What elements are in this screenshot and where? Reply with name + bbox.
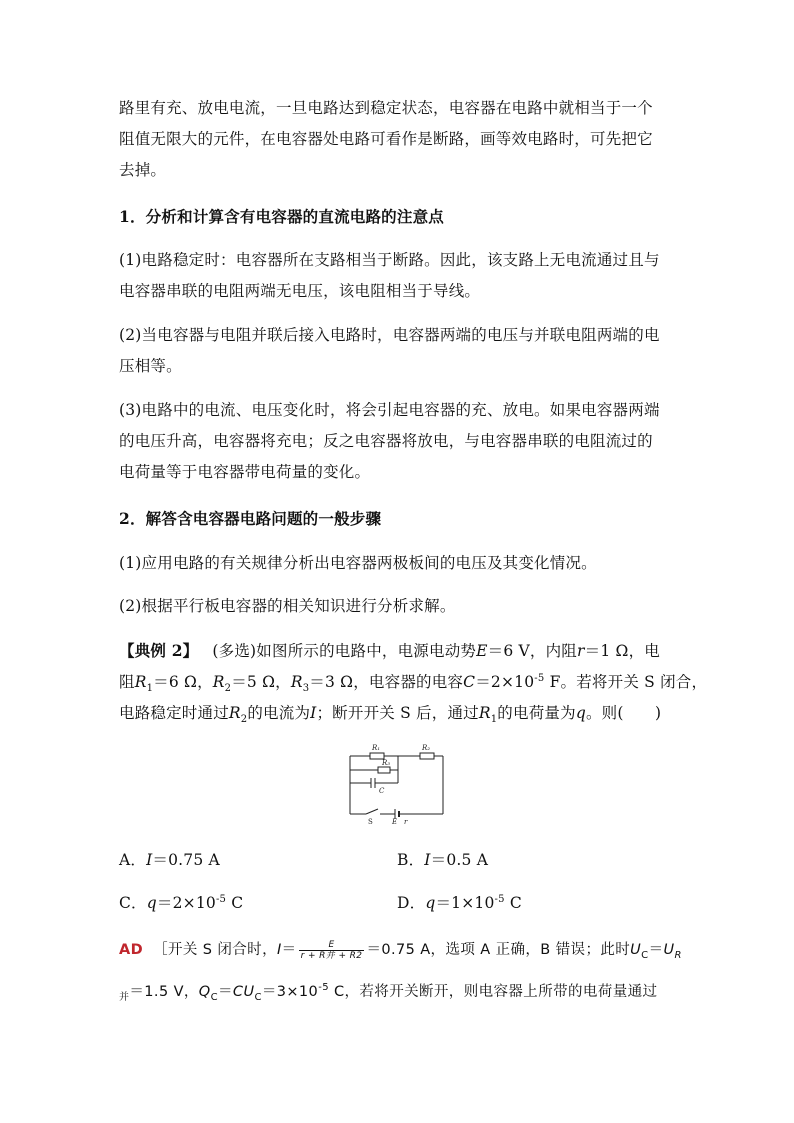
paragraph-line: 电荷量等于电容器带电荷量的变化。: [119, 463, 371, 481]
example-type: (多选): [212, 642, 257, 660]
example-line-1: 【典例 2】 (多选)如图所示的电路中，电源电动势E＝6 V，内阻r＝1 Ω，电: [119, 641, 660, 660]
label-r: r: [404, 818, 408, 825]
paragraph-line: (2)当电容器与电阻并联后接入电路时，电容器两端的电压与并联电阻两端的电: [119, 326, 660, 344]
switch: [366, 809, 378, 814]
paragraph-line: 去掉。: [119, 161, 167, 179]
label-r3: R₃: [382, 759, 391, 767]
paragraph-line: (1)电路稳定时：电容器所在支路相当于断路。因此，该支路上无电流通过且与: [119, 251, 660, 269]
example-line-3: 电路稳定时通过$R_2$的电流为I；断开开关 S 后，通过$R_1$的电荷量为q。则( ): [119, 704, 662, 726]
example-tag: 【典例 2】: [119, 641, 199, 660]
label-r1: R₁: [372, 744, 381, 752]
answer-label: AD: [119, 942, 144, 958]
label-r2: R₂: [422, 744, 431, 752]
solution-line-2: $_并$＝1.5 V，$Q_C=CU_C=3\times 10^{-5}$ C，若将开关断开，则电容器上所带的电荷量通过: [119, 982, 658, 1003]
option-a[interactable]: A．I＝0.75 A: [119, 851, 220, 869]
resistor-r3: [378, 767, 390, 773]
paragraph-line: 路里有充、放电电流，一旦电路达到稳定状态，电容器在电路中就相当于一个: [119, 99, 653, 117]
label-e: E: [392, 818, 398, 825]
circuit-diagram: [340, 740, 450, 825]
paragraph-line: 阻值无限大的元件，在电容器处电路可看作是断路，画等效电路时，可先把它: [119, 130, 653, 148]
label-c: C: [379, 787, 385, 795]
paragraph-line: 压相等。: [119, 357, 182, 375]
paragraph-line: (1)应用电路的有关规律分析出电容器两极板间的电压及其变化情况。: [119, 554, 597, 572]
paragraph-line: (2)根据平行板电容器的相关知识进行分析求解。: [119, 597, 456, 615]
paragraph-line: (3)电路中的电流、电压变化时，将会引起电容器的充、放电。如果电容器两端: [119, 401, 660, 419]
resistor-r2: [420, 753, 434, 759]
option-d[interactable]: D．$q=1\times 10^{-5}$ C: [397, 893, 522, 912]
option-c[interactable]: C．$q=2\times 10^{-5}$ C: [119, 893, 244, 912]
label-s: S: [368, 818, 373, 825]
formula-fraction: $\frac{E}{\text{r + R并 + R2}}$: [300, 939, 363, 961]
example-line-2: 阻$R_1=6$ Ω，$R_2=5$ Ω，$R_3=3$ Ω，电容器的电容$C=2\times 10^{-5}$ F。若将开关 S 闭合，: [119, 672, 708, 695]
paragraph-line: 电容器串联的电阻两端无电压，该电阻相当于导线。: [119, 282, 481, 300]
paragraph-line: 的电压升高，电容器将充电；反之电容器将放电，与电容器串联的电阻流过的: [119, 432, 653, 450]
section-heading: 1．分析和计算含有电容器的直流电路的注意点: [119, 207, 444, 226]
section-heading: 2．解答含电容器电路问题的一般步骤: [119, 509, 382, 528]
option-b[interactable]: B．I＝0.5 A: [397, 851, 489, 869]
solution-line-1: AD ［开关 S 闭合时，I＝ $\frac{E}{\text{r + R并 + R2}}$ ＝0.75 A，选项 A 正确，B 错误；此时$U_C=U_R$: [119, 939, 682, 961]
